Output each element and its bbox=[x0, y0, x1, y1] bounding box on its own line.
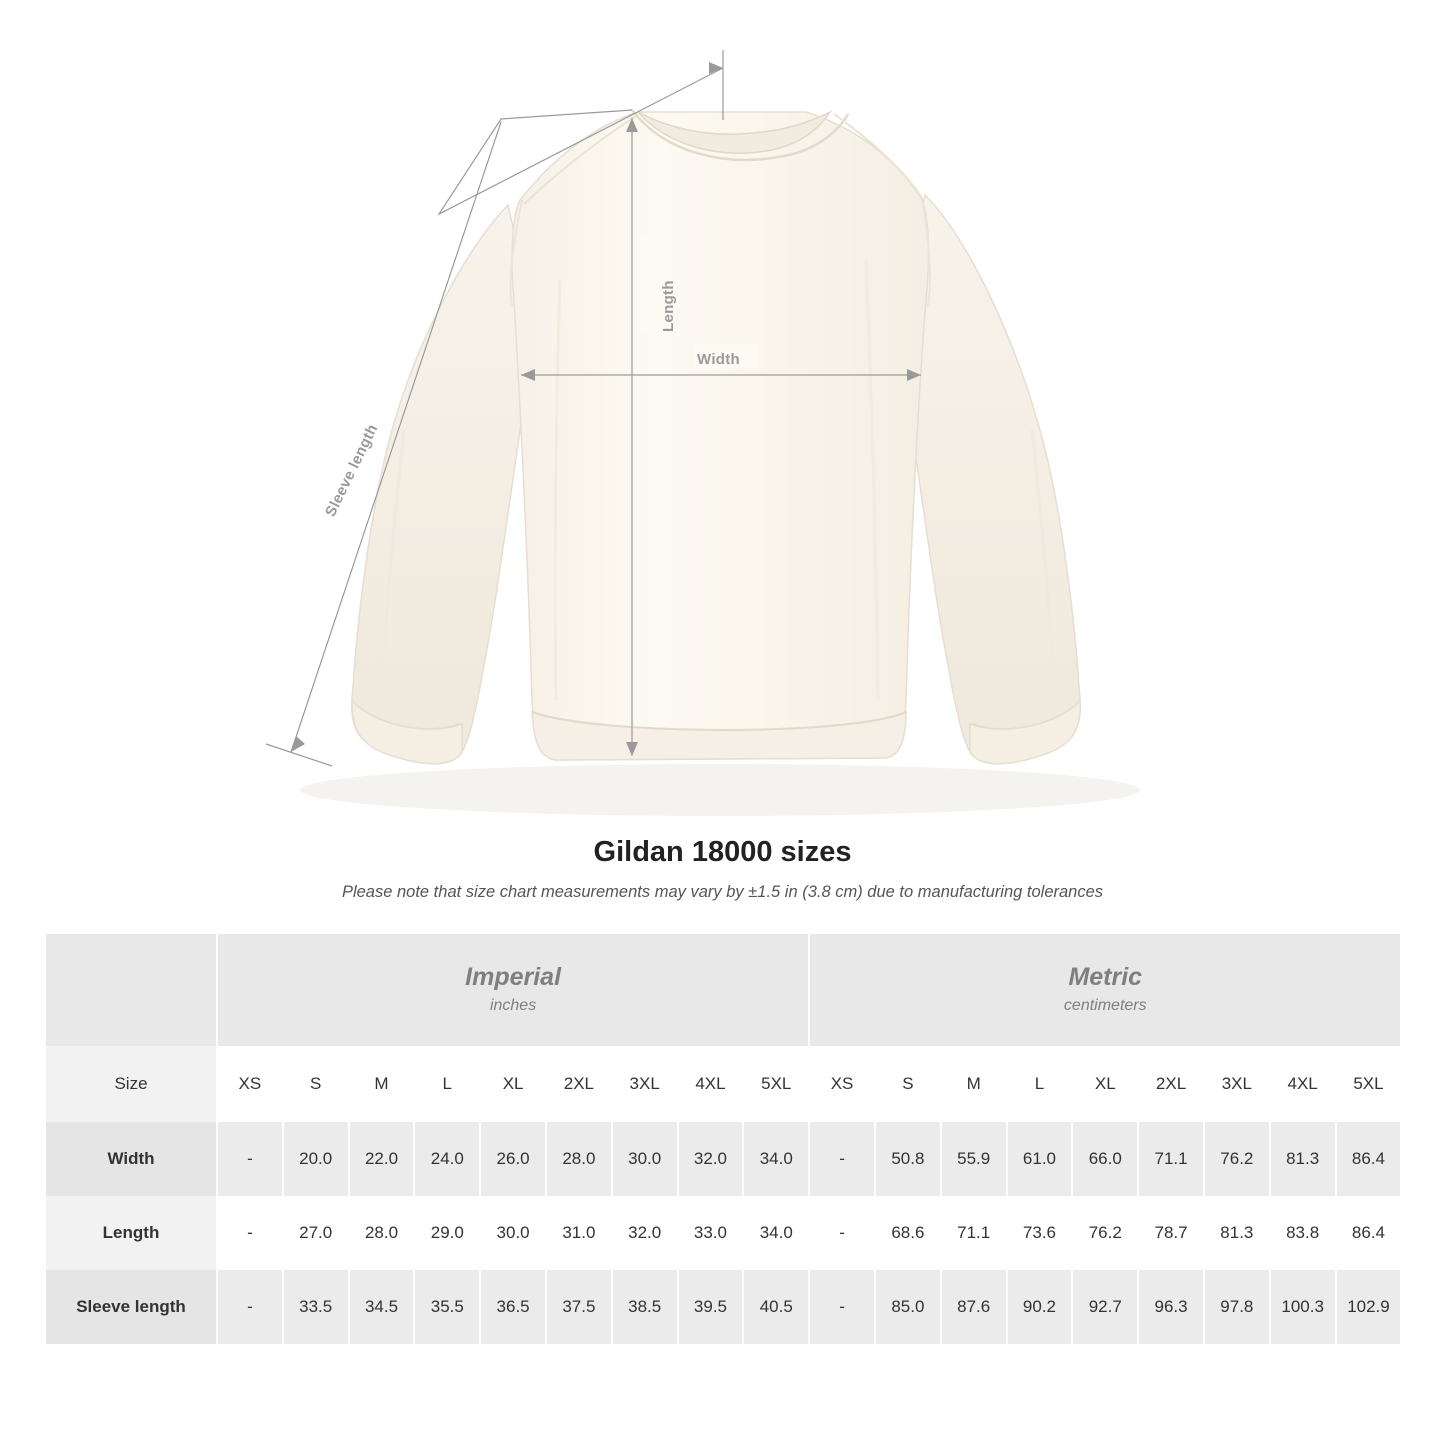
table-cell: 34.5 bbox=[349, 1270, 415, 1344]
column-header: 4XL bbox=[1270, 1046, 1336, 1122]
table-cell: 22.0 bbox=[349, 1122, 415, 1196]
row-label: Length bbox=[45, 1196, 217, 1270]
table-cell: 27.0 bbox=[283, 1196, 349, 1270]
table-cell: 76.2 bbox=[1204, 1122, 1270, 1196]
table-cell: 32.0 bbox=[678, 1122, 744, 1196]
table-cell: 24.0 bbox=[414, 1122, 480, 1196]
column-header: XL bbox=[480, 1046, 546, 1122]
unit-header-metric bbox=[809, 934, 1401, 1046]
sleeve-length-label: Sleeve length bbox=[322, 421, 382, 520]
table-cell: 30.0 bbox=[612, 1122, 678, 1196]
unit-header-spacer bbox=[45, 934, 217, 1046]
table-cell: 87.6 bbox=[941, 1270, 1007, 1344]
table-cell: - bbox=[809, 1122, 875, 1196]
title-block bbox=[0, 836, 1445, 902]
table-cell: 76.2 bbox=[1072, 1196, 1138, 1270]
unit-name-metric: Metric bbox=[1068, 962, 1143, 991]
size-chart-table bbox=[44, 934, 1402, 1344]
table-cell: 100.3 bbox=[1270, 1270, 1336, 1344]
table-cell: 81.3 bbox=[1204, 1196, 1270, 1270]
table-row bbox=[45, 1122, 1401, 1196]
table-cell: 34.0 bbox=[743, 1122, 809, 1196]
table-cell: 55.9 bbox=[941, 1122, 1007, 1196]
table-cell: 31.0 bbox=[546, 1196, 612, 1270]
table-cell: 83.8 bbox=[1270, 1196, 1336, 1270]
size-header-row bbox=[45, 1046, 1401, 1122]
table-row bbox=[45, 1270, 1401, 1344]
table-cell: 92.7 bbox=[1072, 1270, 1138, 1344]
table-cell: 40.5 bbox=[743, 1270, 809, 1344]
table-cell: 86.4 bbox=[1336, 1122, 1402, 1196]
column-header: 5XL bbox=[1336, 1046, 1402, 1122]
column-header: 3XL bbox=[1204, 1046, 1270, 1122]
column-header: XS bbox=[217, 1046, 283, 1122]
table-cell: 20.0 bbox=[283, 1122, 349, 1196]
table-cell: 85.0 bbox=[875, 1270, 941, 1344]
table-cell: 61.0 bbox=[1007, 1122, 1073, 1196]
table-cell: 26.0 bbox=[480, 1122, 546, 1196]
column-header: M bbox=[349, 1046, 415, 1122]
table-cell: 35.5 bbox=[414, 1270, 480, 1344]
table-cell: 34.0 bbox=[743, 1196, 809, 1270]
column-header: 2XL bbox=[546, 1046, 612, 1122]
table-cell: 38.5 bbox=[612, 1270, 678, 1344]
column-header: 4XL bbox=[678, 1046, 744, 1122]
width-label: Width bbox=[697, 351, 741, 368]
table-cell: 81.3 bbox=[1270, 1122, 1336, 1196]
column-header: 5XL bbox=[743, 1046, 809, 1122]
unit-sub-metric: centimeters bbox=[1063, 996, 1147, 1014]
table-cell: - bbox=[217, 1270, 283, 1344]
table-cell: 50.8 bbox=[875, 1122, 941, 1196]
table-cell: 73.6 bbox=[1007, 1196, 1073, 1270]
table-cell: 39.5 bbox=[678, 1270, 744, 1344]
column-header: S bbox=[283, 1046, 349, 1122]
unit-header-imperial bbox=[217, 934, 809, 1046]
column-header: L bbox=[414, 1046, 480, 1122]
table-cell: 30.0 bbox=[480, 1196, 546, 1270]
column-header: M bbox=[941, 1046, 1007, 1122]
table-cell: - bbox=[217, 1122, 283, 1196]
column-header: L bbox=[1007, 1046, 1073, 1122]
table-cell: 33.5 bbox=[283, 1270, 349, 1344]
table-cell: 36.5 bbox=[480, 1270, 546, 1344]
column-header: 3XL bbox=[612, 1046, 678, 1122]
row-header-size: Size bbox=[45, 1046, 217, 1122]
table-cell: 33.0 bbox=[678, 1196, 744, 1270]
table-cell: - bbox=[809, 1270, 875, 1344]
column-header: XL bbox=[1072, 1046, 1138, 1122]
table-cell: 28.0 bbox=[546, 1122, 612, 1196]
row-label: Sleeve length bbox=[45, 1270, 217, 1344]
column-header: XS bbox=[809, 1046, 875, 1122]
table-cell: 68.6 bbox=[875, 1196, 941, 1270]
length-label: Length bbox=[660, 280, 677, 332]
table-cell: 29.0 bbox=[414, 1196, 480, 1270]
table-cell: 102.9 bbox=[1336, 1270, 1402, 1344]
tolerance-note: Please note that size chart measurements may vary by ±1.5 in (3.8 cm) due to manufacturing tolerances bbox=[341, 883, 1104, 901]
table-cell: 96.3 bbox=[1138, 1270, 1204, 1344]
table-cell: 71.1 bbox=[941, 1196, 1007, 1270]
unit-header-row bbox=[45, 934, 1401, 1046]
column-header: S bbox=[875, 1046, 941, 1122]
table-cell: 86.4 bbox=[1336, 1196, 1402, 1270]
table-cell: 71.1 bbox=[1138, 1122, 1204, 1196]
size-table-wrap bbox=[0, 934, 1445, 1344]
table-cell: 32.0 bbox=[612, 1196, 678, 1270]
table-cell: - bbox=[217, 1196, 283, 1270]
table-cell: 97.8 bbox=[1204, 1270, 1270, 1344]
table-row bbox=[45, 1196, 1401, 1270]
table-cell: 28.0 bbox=[349, 1196, 415, 1270]
table-cell: 90.2 bbox=[1007, 1270, 1073, 1344]
unit-sub-imperial: inches bbox=[489, 996, 537, 1014]
table-cell: 37.5 bbox=[546, 1270, 612, 1344]
column-header: 2XL bbox=[1138, 1046, 1204, 1122]
row-label: Width bbox=[45, 1122, 217, 1196]
table-cell: 66.0 bbox=[1072, 1122, 1138, 1196]
page-title: Gildan 18000 sizes bbox=[593, 836, 852, 868]
table-cell: 78.7 bbox=[1138, 1196, 1204, 1270]
table-cell: - bbox=[809, 1196, 875, 1270]
unit-name-imperial: Imperial bbox=[465, 962, 562, 991]
